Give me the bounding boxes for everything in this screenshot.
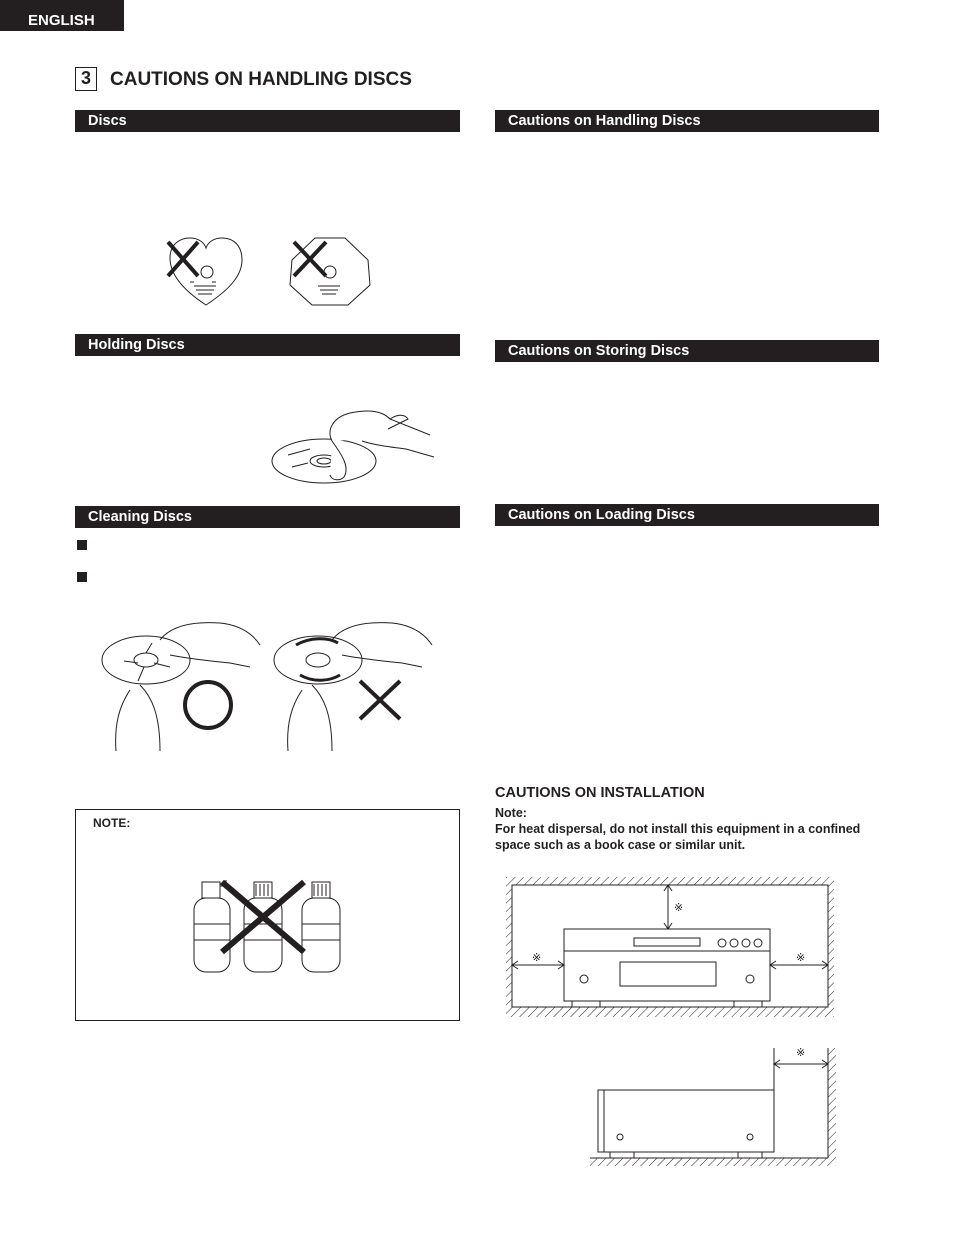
cleaning-discs-illustration <box>100 615 440 755</box>
section-number: 3 <box>75 67 97 91</box>
clearance-mark-rear: ※ <box>796 1046 806 1059</box>
clearance-mark-right: ※ <box>796 951 806 964</box>
section-title: CAUTIONS ON HANDLING DISCS <box>110 69 412 90</box>
heading-discs: Discs <box>75 110 460 132</box>
installation-title: CAUTIONS ON INSTALLATION <box>495 785 705 801</box>
disc-icon <box>274 636 362 684</box>
installation-note-text: For heat dispersal, do not install this equipment in a confined space such as a book case or similar unit. <box>495 822 861 852</box>
circle-mark-icon <box>185 682 231 728</box>
disc-icon <box>272 439 376 483</box>
holding-disc-illustration <box>270 405 440 485</box>
bottle-icon <box>302 882 340 972</box>
clearance-mark-top: ※ <box>674 901 684 914</box>
installation-front-diagram <box>500 875 840 1020</box>
installation-note-label: Note: <box>495 806 527 820</box>
solvent-bottles-illustration <box>192 876 344 976</box>
irregular-discs-illustration <box>150 230 380 312</box>
language-tab: ENGLISH <box>0 0 124 31</box>
note-label: NOTE: <box>93 816 131 830</box>
disc-icon <box>102 636 190 684</box>
bullet-square-icon <box>77 540 87 550</box>
clearance-mark-left: ※ <box>532 951 542 964</box>
installation-side-diagram <box>588 1040 838 1172</box>
heart-disc-icon <box>170 238 242 305</box>
heading-cautions-storing: Cautions on Storing Discs <box>495 340 879 362</box>
heading-cautions-handling: Cautions on Handling Discs <box>495 110 879 132</box>
cross-mark-icon <box>360 681 400 719</box>
bottle-icon <box>194 880 230 972</box>
heading-holding-discs: Holding Discs <box>75 334 460 356</box>
bullet-square-icon <box>77 572 87 582</box>
heading-cautions-loading: Cautions on Loading Discs <box>495 504 879 526</box>
heading-cleaning-discs: Cleaning Discs <box>75 506 460 528</box>
